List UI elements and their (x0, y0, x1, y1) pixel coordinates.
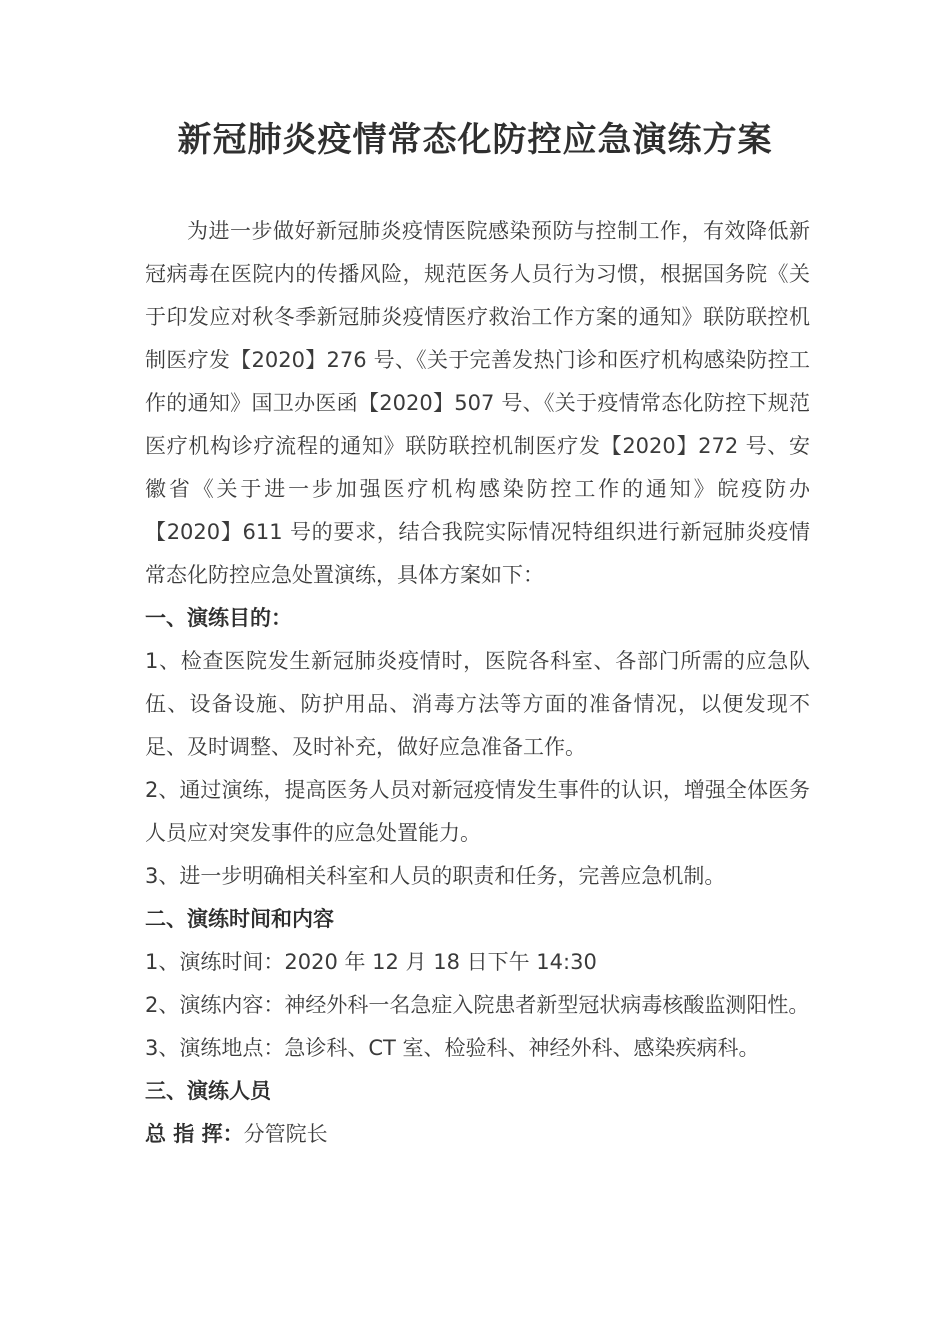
document-title: 新冠肺炎疫情常态化防控应急演练方案 (177, 120, 773, 160)
intro-paragraph: 为进一步做好新冠肺炎疫情医院感染预防与控制工作，有效降低新冠病毒在医院内的传播风险，规范医务人员行为习惯，根据国务院《关于印发应对秋冬季新冠肺炎疫情医疗救治工作方案的通知》联防联控机制医疗发【2020】276 号、《关于完善发热门诊和医疗机构感染防控工作的通知》国卫办医函【2020】507 号、《关于疫情常态化防控下规范医疗机构诊疗流程的通知》联防联控机制医疗发【2020】272 号、安徽省《关于进一步加强医疗机构感染防控工作的通知》皖疫防办【2020】611 号的要求，结合我院实际情况特组织进行新冠肺炎疫情常态化防控应急处置演练，具体方案如下： (145, 219, 810, 587)
commander-line (145, 1113, 810, 1156)
section-heading-personnel: 三、演练人员 (145, 1079, 271, 1103)
purpose-item-2: 2、通过演练，提高医务人员对新冠疫情发生事件的认识，增强全体医务人员应对突发事件的应急处置能力。 (145, 778, 810, 845)
purpose-item-1: 1、检查医院发生新冠肺炎疫情时，医院各科室、各部门所需的应急队伍、设备设施、防护用品、消毒方法等方面的准备情况，以便发现不足、及时调整、及时补充，做好应急准备工作。 (145, 649, 810, 759)
time-content-item-2: 2、演练内容：神经外科一名急症入院患者新型冠状病毒核酸监测阳性。 (145, 993, 810, 1017)
section-heading-time-content: 二、演练时间和内容 (145, 907, 334, 931)
commander-label: 总 指 挥： (145, 1122, 244, 1146)
time-content-item-1: 1、演练时间：2020 年 12 月 18 日下午 14:30 (145, 950, 597, 974)
time-content-item-3: 3、演练地点：急诊科、CT 室、检验科、神经外科、感染疾病科。 (145, 1036, 760, 1060)
document-body (145, 210, 810, 1156)
purpose-item-3: 3、进一步明确相关科室和人员的职责和任务，完善应急机制。 (145, 864, 726, 888)
section-heading-purpose: 一、演练目的： (145, 606, 292, 630)
commander-value: 分管院长 (243, 1122, 328, 1146)
